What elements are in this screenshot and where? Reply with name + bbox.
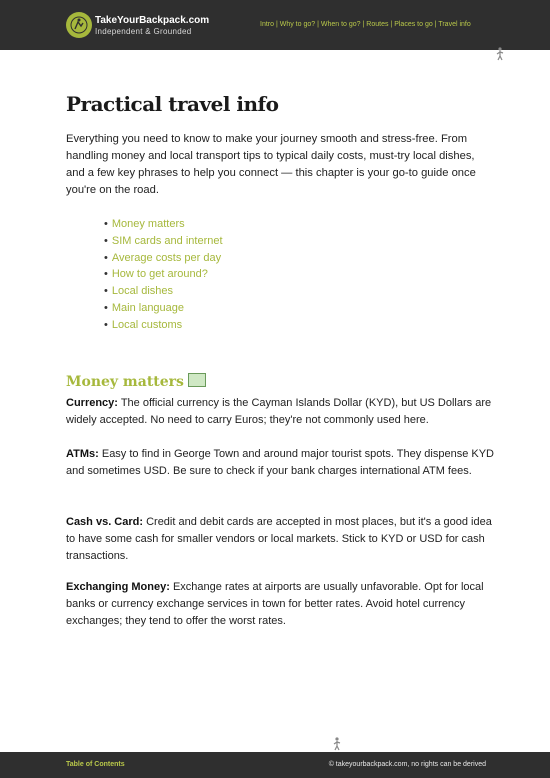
text-atms: Easy to find in George Town and around major tourist spots. They dispense KYD and sometimes USD. Be sure to check if your bank charges international ATM fees. — [66, 448, 494, 477]
toc-item-local-customs[interactable]: • Local customs — [104, 317, 223, 334]
paragraph-exchanging-money — [66, 579, 494, 630]
paragraph-atms — [66, 446, 494, 480]
page-title: Practical travel info — [66, 92, 279, 116]
toc-item-sim-cards[interactable]: • SIM cards and internet — [104, 233, 223, 250]
paragraph-cash-vs-card — [66, 514, 494, 565]
brand-tagline: Independent & Grounded — [95, 27, 192, 36]
label-atms: ATMs: — [66, 448, 99, 460]
paragraph-currency — [66, 395, 494, 429]
table-of-contents-link[interactable]: Table of Contents — [66, 761, 125, 768]
logo-globe-icon[interactable] — [66, 12, 92, 38]
brand-name[interactable]: TakeYourBackpack.com — [95, 15, 210, 26]
section-title-money — [66, 374, 206, 390]
text-exchanging-money: Exchange rates at airports are usually unfavorable. Opt for local banks or currency exchange services in town for better rates. Avoid hotel currency exchanges; they tend to offer the worst rates. — [66, 581, 484, 627]
nav-travel-info[interactable]: Travel info — [438, 21, 471, 28]
footer-bar — [0, 752, 550, 778]
toc-item-main-language[interactable]: • Main language — [104, 300, 223, 317]
money-icon — [188, 373, 206, 387]
top-nav: Intro | Why to go? | When to go? | Routes | Places to go | Travel info — [260, 21, 471, 28]
label-cash-vs-card: Cash vs. Card: — [66, 516, 144, 528]
toc-item-money-matters[interactable]: • Money matters — [104, 216, 223, 233]
label-exchanging-money: Exchanging Money: — [66, 581, 170, 593]
text-currency: The official currency is the Cayman Islands Dollar (KYD), but US Dollars are widely accepted. No need to carry Euros; they're not commonly used here. — [66, 397, 492, 426]
header-bar — [0, 0, 550, 50]
text-cash-vs-card: Credit and debit cards are accepted in most places, but it's a good idea to have some cash for smaller vendors or local markets. Stick to KYD or USD for cash transactions. — [66, 516, 492, 562]
chapter-toc — [104, 216, 223, 334]
hiker-icon-footer — [331, 737, 343, 751]
copyright-text: © takeyourbackpack.com, no rights can be derived — [328, 761, 486, 768]
nav-routes[interactable]: Routes — [366, 21, 389, 28]
label-currency: Currency: — [66, 397, 118, 409]
toc-item-get-around[interactable]: • How to get around? — [104, 266, 223, 283]
intro-text: Everything you need to know to make your journey smooth and stress-free. From handling money and local transport tips to typical daily costs, must-try local dishes, and a few key phrases to help you connect — this chapter is your go-to guide once you're on the road. — [66, 133, 476, 196]
nav-places-to-go[interactable]: Places to go — [394, 21, 433, 28]
nav-why-to-go[interactable]: Why to go? — [279, 21, 316, 28]
toc-item-average-costs[interactable]: • Average costs per day — [104, 250, 223, 267]
toc-item-local-dishes[interactable]: • Local dishes — [104, 283, 223, 300]
nav-when-to-go[interactable]: When to go? — [320, 21, 361, 28]
hiker-icon — [494, 47, 506, 61]
nav-intro[interactable]: Intro — [260, 21, 275, 28]
section-title-text: Money matters — [66, 374, 184, 390]
